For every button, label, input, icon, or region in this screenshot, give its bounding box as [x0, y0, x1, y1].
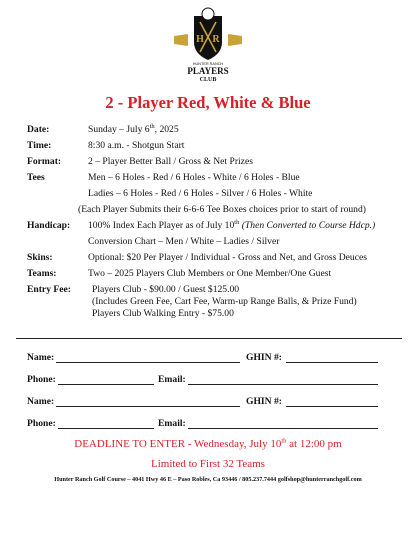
logo-sub: CLUB	[199, 77, 217, 82]
email-field-2[interactable]	[188, 418, 378, 429]
entry-label: Entry Fee:	[27, 284, 71, 295]
skins-label: Skins:	[27, 252, 53, 263]
entry-line3: Players Club Walking Entry - $75.00	[92, 308, 234, 319]
handicap-chart: Conversion Chart – Men / White – Ladies / Silver	[88, 236, 280, 247]
logo-brand: PLAYERS	[187, 66, 229, 76]
name-label-1: Name:	[27, 352, 55, 363]
teams-value: Two – 2025 Players Club Members or One Member/One Guest	[88, 268, 332, 279]
time-label: Time:	[27, 140, 52, 151]
tees-men: Men – 6 Holes - Red / 6 Holes - White / 6 Holes - Blue	[88, 172, 300, 183]
logo-small-text: HUNTER RANCH	[192, 62, 224, 66]
time-value: 8:30 a.m. - Shotgun Start	[88, 140, 185, 151]
email-label-2: Email:	[158, 418, 186, 429]
skins-value: Optional: $20 Per Player / Individual - Gross and Net, and Gross Deuces	[88, 252, 367, 263]
handicap-label: Handicap:	[27, 220, 71, 231]
logo-graphic	[170, 6, 246, 82]
phone-field-2[interactable]	[58, 418, 154, 429]
tees-ladies: Ladies – 6 Holes - Red / 6 Holes - Silver / 6 Holes - White	[88, 188, 313, 199]
format-value: 2 – Player Better Ball / Gross & Net Prizes	[88, 156, 253, 167]
golf-ball-icon	[202, 8, 214, 20]
ghin-field-2[interactable]	[286, 396, 378, 407]
logo-monogram-right: R	[212, 34, 220, 45]
ghin-label-1: GHIN #:	[246, 352, 282, 363]
name-label-2: Name:	[27, 396, 55, 407]
handicap-value: 100% Index Each Player as of July 10th (Then Converted to Course Hdcp.)	[88, 218, 376, 231]
name-field-2[interactable]	[56, 396, 240, 407]
ghin-field-1[interactable]	[286, 352, 378, 363]
email-label-1: Email:	[158, 374, 186, 385]
tees-note: (Each Player Submits their 6-6-6 Tee Boxes choices prior to start of round)	[78, 204, 366, 215]
entry-line2: (Includes Green Fee, Cart Fee, Warm-up Range Balls, & Prize Fund)	[92, 296, 357, 307]
phone-label-1: Phone:	[27, 374, 56, 385]
teams-label: Teams:	[27, 268, 57, 279]
name-field-1[interactable]	[56, 352, 240, 363]
logo-monogram-left: H	[196, 34, 204, 45]
email-field-1[interactable]	[188, 374, 378, 385]
limit-text: Limited to First 32 Teams	[151, 458, 265, 470]
section-divider	[16, 338, 402, 339]
phone-label-2: Phone:	[27, 418, 56, 429]
players-club-logo	[170, 6, 246, 82]
entry-line1: Players Club - $90.00 / Guest $125.00	[92, 284, 240, 295]
page-title: 2 - Player Red, White & Blue	[105, 93, 311, 112]
deadline-text: DEADLINE TO ENTER - Wednesday, July 10th at 12:00 pm	[74, 437, 342, 450]
footer-contact: Hunter Ranch Golf Course – 4041 Hwy 46 E – Paso Robles, Ca 93446 / 805.237.7444 golfshop@hunterranchgolf.com	[54, 476, 362, 483]
tees-label: Tees	[27, 172, 45, 183]
date-value: Sunday – July 6th, 2025	[88, 122, 179, 135]
format-label: Format:	[27, 156, 62, 167]
phone-field-1[interactable]	[58, 374, 154, 385]
date-label: Date:	[27, 124, 50, 135]
ghin-label-2: GHIN #:	[246, 396, 282, 407]
